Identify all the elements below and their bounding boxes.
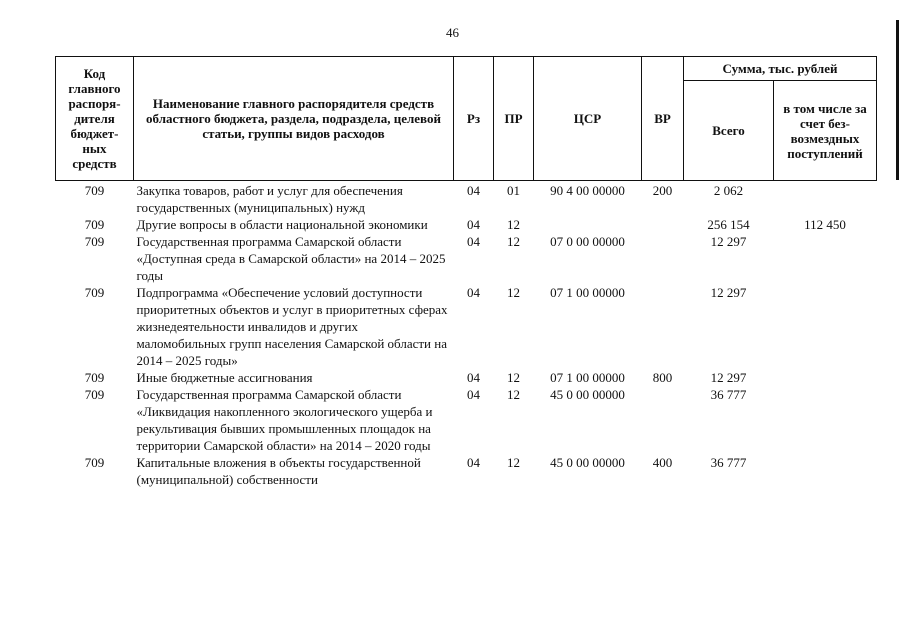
cell-total: 12 297	[710, 234, 747, 249]
table-row	[56, 369, 877, 386]
header-pr: ПР	[494, 57, 534, 181]
table-row	[56, 233, 877, 284]
cell-free	[774, 284, 877, 369]
budget-table	[55, 56, 877, 488]
cell-name: Подпрограмма «Обеспечение условий доступности приоритетных объектов и услуг в приоритетных сферах жизнедеятельности инвалидов и других маломобильных групп населения Самарской области на 2014 – 2025 годы»	[136, 285, 448, 368]
cell-vr	[642, 386, 684, 454]
cell-free	[774, 454, 877, 488]
cell-rz: 04	[467, 183, 480, 198]
header-rz: Рз	[454, 57, 494, 181]
cell-free	[774, 233, 877, 284]
cell-vr: 200	[652, 183, 673, 198]
cell-code: 709	[84, 285, 105, 300]
table-row	[56, 454, 877, 488]
table-header	[56, 57, 877, 181]
cell-csr: 07 1 00 00000	[550, 285, 625, 300]
page-edge-line	[896, 20, 899, 180]
cell-total: 36 777	[710, 387, 747, 402]
cell-vr: 400	[652, 455, 673, 470]
cell-pr: 12	[507, 234, 520, 249]
cell-free	[774, 181, 877, 217]
cell-vr: 800	[652, 370, 673, 385]
cell-name: Капитальные вложения в объекты государственной (муниципальной) собственности	[136, 455, 421, 487]
cell-free	[774, 369, 877, 386]
cell-csr: 90 4 00 00000	[550, 183, 625, 198]
cell-csr: 45 0 00 00000	[550, 455, 625, 470]
cell-csr: 07 0 00 00000	[550, 234, 625, 249]
cell-rz: 04	[467, 455, 480, 470]
cell-pr: 12	[507, 285, 520, 300]
cell-vr	[642, 284, 684, 369]
table-row	[56, 386, 877, 454]
header-free: в том числе за счет без-возмездных поступлений	[774, 81, 877, 181]
cell-rz: 04	[467, 217, 480, 232]
cell-free	[774, 386, 877, 454]
cell-pr: 12	[507, 370, 520, 385]
cell-name: Закупка товаров, работ и услуг для обеспечения государственных (муниципальных) нужд	[136, 183, 403, 215]
table-row	[56, 181, 877, 217]
cell-total: 256 154	[707, 217, 750, 232]
cell-free: 112 450	[804, 217, 846, 232]
cell-csr	[534, 216, 642, 233]
table-row	[56, 284, 877, 369]
page-number: 46	[446, 25, 459, 40]
table-body	[56, 181, 877, 489]
cell-csr: 45 0 00 00000	[550, 387, 625, 402]
cell-code: 709	[84, 455, 105, 470]
table-row	[56, 216, 877, 233]
cell-code: 709	[84, 234, 105, 249]
header-name: Наименование главного распорядителя средств областного бюджета, раздела, подраздела, целевой статьи, группы видов расходов	[134, 57, 454, 181]
cell-pr: 01	[507, 183, 520, 198]
cell-csr: 07 1 00 00000	[550, 370, 625, 385]
cell-pr: 12	[507, 387, 520, 402]
header-code: Код главного распоря-дителя бюджет-ных средств	[56, 57, 134, 181]
header-total: Всего	[684, 81, 774, 181]
cell-name: Государственная программа Самарской области «Ликвидация накопленного экологического ущерба и рекультивация бывших промышленных площадок на территории Самарской области» на 2014 – 2020 годы	[136, 387, 433, 453]
cell-name: Государственная программа Самарской области «Доступная среда в Самарской области» на 2014 – 2025 годы	[136, 234, 446, 283]
cell-rz: 04	[467, 234, 480, 249]
cell-rz: 04	[467, 370, 480, 385]
cell-vr	[642, 216, 684, 233]
cell-total: 12 297	[710, 285, 747, 300]
cell-code: 709	[84, 370, 105, 385]
cell-code: 709	[84, 183, 105, 198]
header-csr: ЦСР	[534, 57, 642, 181]
cell-vr	[642, 233, 684, 284]
cell-rz: 04	[467, 285, 480, 300]
cell-pr: 12	[507, 455, 520, 470]
header-vr: ВР	[642, 57, 684, 181]
cell-code: 709	[84, 217, 105, 232]
cell-total: 12 297	[710, 370, 747, 385]
cell-rz: 04	[467, 387, 480, 402]
cell-total: 2 062	[713, 183, 744, 198]
cell-total: 36 777	[710, 455, 747, 470]
cell-code: 709	[84, 387, 105, 402]
cell-name: Иные бюджетные ассигнования	[136, 370, 313, 385]
cell-name: Другие вопросы в области национальной экономики	[136, 217, 428, 232]
cell-pr: 12	[507, 217, 520, 232]
header-sum-group: Сумма, тыс. рублей	[684, 57, 877, 81]
